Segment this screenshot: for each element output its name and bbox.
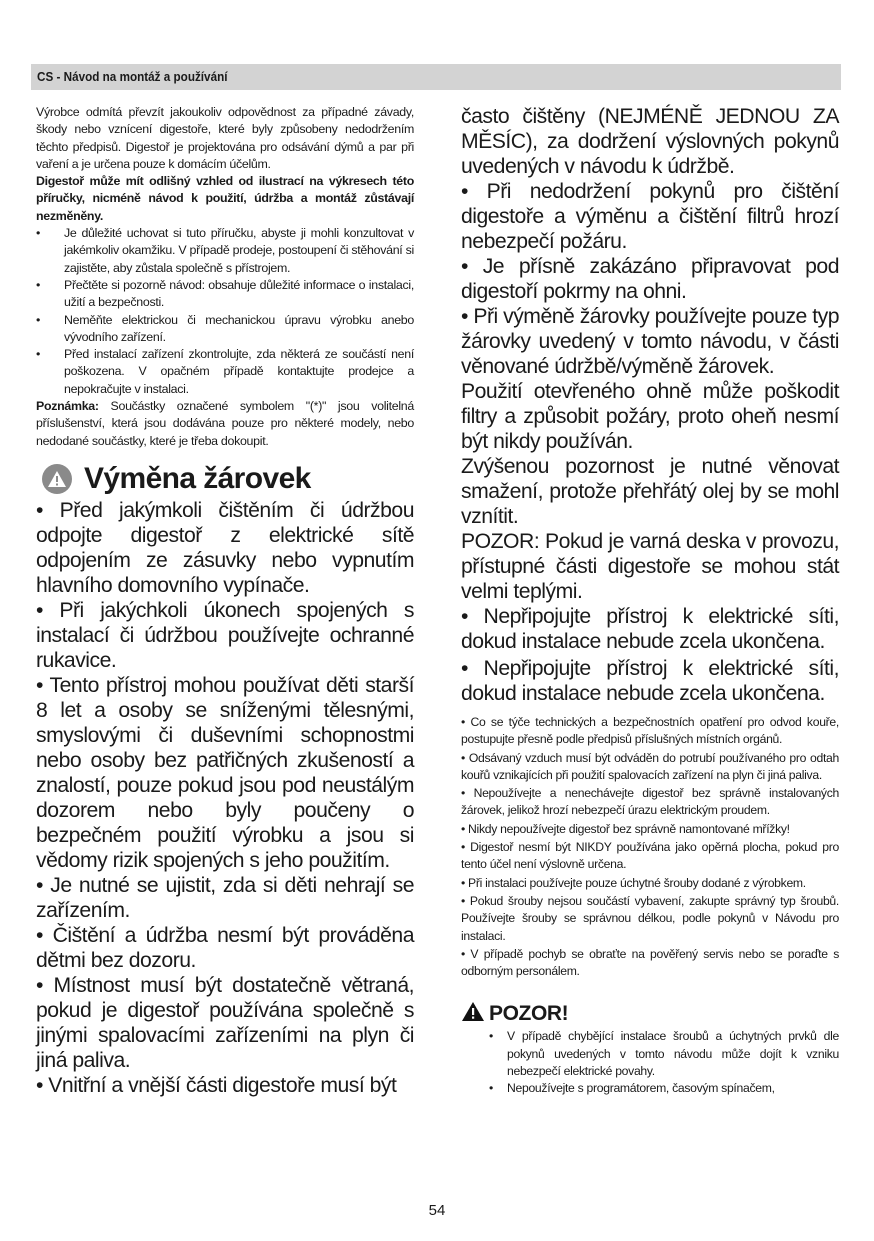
paragraph: • Při jakýchkoli úkonech spojených s instalací či údržbou používejte ochranné rukavice. xyxy=(36,598,414,672)
paragraph: • Vnitřní a vnější části digestoře musí být xyxy=(36,1073,397,1097)
paragraph: • Je přísně zakázáno připravovat pod digestoří pokrmy na ohni. xyxy=(461,255,839,303)
paragraph: POZOR: Pokud je varná deska v provozu, přístupné části digestoře se mohou stát velmi teplými. xyxy=(461,530,839,603)
note-text: Součástky označené symbolem "(*)" jsou volitelná příslušenství, která jsou dodávána pouze pro některé modely, nebo nedodané součástky, které je třeba dokoupit. xyxy=(36,399,414,448)
header-bar xyxy=(31,64,841,90)
paragraph: • Nepoužívejte a nenechávejte digestoř bez správně instalovaných žárovek, jelikož hrozí nebezpečí úrazu elektrickým proudem. xyxy=(461,786,839,818)
right-small-text xyxy=(461,714,839,980)
section-heading xyxy=(36,460,414,498)
intro-block xyxy=(36,104,414,450)
paragraph: • Při výměně žárovky používejte pouze typ žárovky uvedený v tomto návodu, v části věnované údržbě/výměně žárovek. xyxy=(461,305,839,378)
section-title: Výměna žárovek xyxy=(84,461,311,495)
list-item: • Přečtěte si pozorně návod: obsahuje důležité informace o instalaci, užití a bezpečnosti. xyxy=(36,277,414,312)
paragraph: • Nepřipojujte přístroj k elektrické síti, dokud instalace nebude zcela ukončena. xyxy=(461,605,839,653)
paragraph: Použití otevřeného ohně může poškodit filtry a způsobit požáry, proto oheň nesmí být nikdy používán. xyxy=(461,380,839,453)
list-item: • V případě chybějící instalace šroubů a úchytných prvků dle pokynů uvedených v tomto návodu může dojít k vzniku nebezpečí elektrické povahy. xyxy=(507,1028,839,1080)
left-column xyxy=(36,104,414,1098)
paragraph: • Nepřipojujte přístroj k elektrické síti, dokud instalace nebude zcela ukončena. xyxy=(461,657,839,705)
warning-triangle-icon xyxy=(461,1001,485,1027)
note-paragraph xyxy=(36,398,414,450)
intro-paragraph: Výrobce odmítá převzít jakoukoliv odpovědnost za případné závady, škody nebo vznícení digestoře, které byly způsobeny nedodržením těchto předpisů. Digestoř je projektována pro odsávání dýmů a par při vaření a je určena pouze k domácím účelům. xyxy=(36,105,414,171)
paragraph: • Pokud šrouby nejsou součástí vybavení, zakupte správný typ šroubů. Používejte šrouby se správnou délkou, podle pokynů v Návodu pro instalaci. xyxy=(461,893,839,943)
paragraph: • Digestoř nesmí být NIKDY používána jako opěrná plocha, pokud pro tento účel není výslovně určena. xyxy=(461,840,839,872)
paragraph: • Nikdy nepoužívejte digestoř bez správně namontované mřížky! xyxy=(461,821,790,836)
warning-icon xyxy=(42,464,72,494)
intro-bullet-list xyxy=(36,225,414,398)
page-number: 54 xyxy=(428,1202,446,1219)
paragraph: Zvýšenou pozornost je nutné věnovat smažení, protože přehřátý olej by se mohl vznítit. xyxy=(461,455,839,528)
page-title: CS - Návod na montáž a používání xyxy=(37,69,228,84)
list-item: • Je důležité uchovat si tuto příručku, abyste ji mohli konzultovat v jakémkoliv okamžiku. V případě prodeje, postoupení či stěhování si zajistěte, aby zůstala společně s přístrojem. xyxy=(36,225,414,277)
paragraph: • Při nedodržení pokynů pro čištění digestoře a výměnu a čištění filtrů hrozí nebezpečí požáru. xyxy=(461,180,839,253)
paragraph: • Při instalaci používejte pouze úchytné šrouby dodané z výrobkem. xyxy=(461,875,806,890)
left-big-text xyxy=(36,498,414,1098)
pozor-title: POZOR! xyxy=(489,1002,569,1026)
paragraph: • Před jakýmkoli čištěním či údržbou odpojte digestoř z elektrické sítě odpojením ze zásuvky nebo vypnutím hlavního domovního vypínače. xyxy=(36,498,414,597)
paragraph: • Čištění a údržba nesmí být prováděna dětmi bez dozoru. xyxy=(36,923,414,972)
right-big-text xyxy=(461,104,839,706)
note-label: Poznámka: xyxy=(36,399,99,414)
list-item: • Nepoužívejte s programátorem, časovým spínačem, xyxy=(507,1080,839,1097)
paragraph: • V případě pochyb se obraťte na pověřený servis nebo se poraďte s odborným personálem. xyxy=(461,946,839,979)
paragraph: často čištěny (NEJMÉNĚ JEDNOU ZA MĚSÍC), za dodržení výslovných pokynů uvedených v návodu k údržbě. xyxy=(461,105,839,178)
intro-bold-paragraph: Digestoř může mít odlišný vzhled od ilustrací na výkresech této příručky, nicméně návod k použití, údržba a montáž zůstávají nezměněny. xyxy=(36,174,414,223)
paragraph: • Tento přístroj mohou používat děti starší 8 let a osoby se sníženými tělesnými, smyslovými či duševními schopnostmi nebo osoby bez patřičných zkušeností a znalostí, pouze pokud jsou pod neustálým dozorem nebo byly poučeny o bezpečném použití výrobku a jsou si vědomy rizik spojených s jeho použitím. xyxy=(36,673,414,872)
right-column xyxy=(461,104,839,1098)
paragraph: • Co se týče technických a bezpečnostních opatření pro odvod kouře, postupujte přesně podle předpisů příslušných místních orgánů. xyxy=(461,715,839,747)
pozor-heading xyxy=(461,1000,839,1028)
pozor-bullet-list xyxy=(461,1028,839,1097)
list-item: • Neměňte elektrickou či mechanickou úpravu výrobku anebo vývodního zařízení. xyxy=(36,312,414,347)
paragraph: • Je nutné se ujistit, zda si děti nehrají se zařízením. xyxy=(36,873,414,922)
list-item: • Před instalací zařízení zkontrolujte, zda některá ze součástí není poškozena. V opačném případě kontaktujte prodejce a nepokračujte v instalaci. xyxy=(36,346,414,398)
paragraph: • Odsávaný vzduch musí být odváděn do potrubí používaného pro odtah kouřů vznikajících při použití spalovacích zařízení na plyn či jiná paliva. xyxy=(461,750,839,782)
paragraph: • Místnost musí být dostatečně větraná, pokud je digestoř používána společně s jinými spalovacími zařízeními na plyn či jiná paliva. xyxy=(36,973,414,1072)
